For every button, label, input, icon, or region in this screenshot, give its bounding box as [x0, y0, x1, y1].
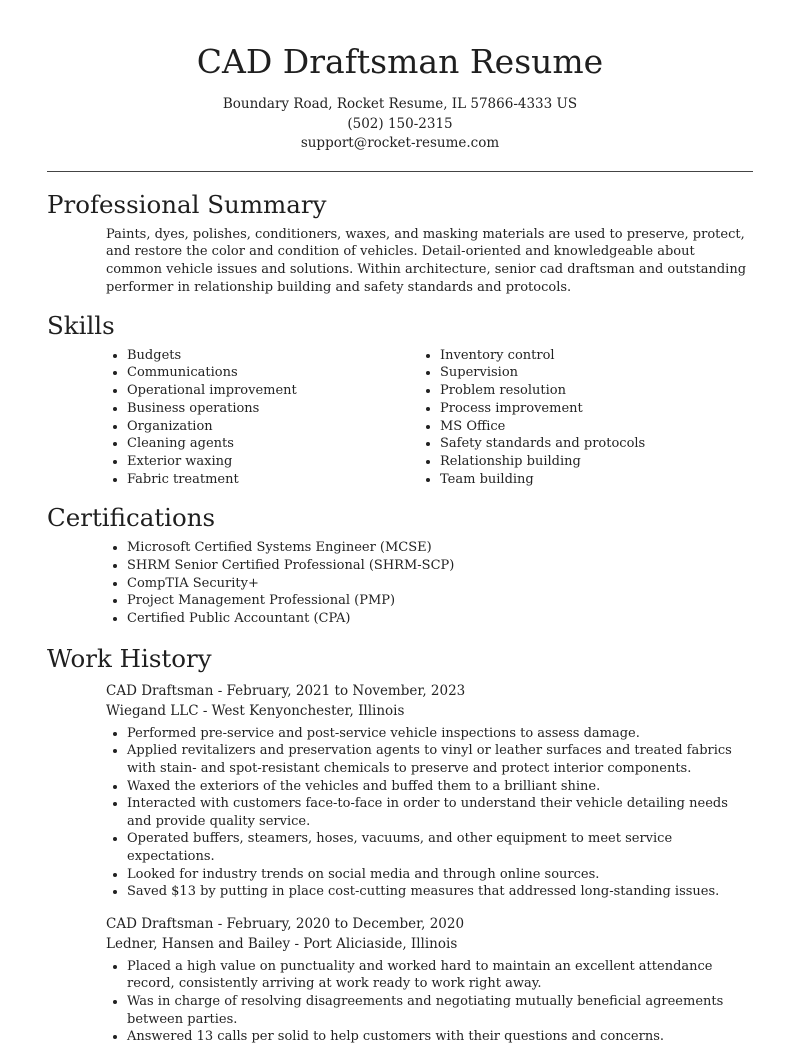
- skill-item: • Operational improvement: [127, 382, 440, 400]
- job-duty-item: • Performed pre-service and post-service vehicle inspections to assess damage.: [127, 725, 753, 743]
- job-duty-item: • Looked for industry trends on social media and through online sources.: [127, 866, 753, 884]
- skill-item: • Communications: [127, 364, 440, 382]
- skill-item: • Team building: [440, 471, 753, 489]
- certifications-section: [47, 503, 753, 628]
- job-entry: [47, 681, 753, 901]
- skill-item: • Exterior waxing: [127, 453, 440, 471]
- certification-item: • Microsoft Certified Systems Engineer (MCSE): [127, 539, 753, 557]
- skills-heading: Skills: [47, 310, 115, 340]
- job-duty-item: • Answered 13 calls per solid to help customers with their questions and concerns.: [127, 1028, 753, 1046]
- skill-item: • Budgets: [127, 347, 440, 365]
- job-duty-item: • Was in charge of resolving disagreements and negotiating mutually beneficial agreements between parties.: [127, 993, 753, 1028]
- job-duty-item: • Applied revitalizers and preservation agents to vinyl or leather surfaces and treated fabrics with stain- and spot-resistant chemicals to preserve and protect interior components.: [127, 742, 753, 777]
- summary-text: Paints, dyes, polishes, conditioners, waxes, and masking materials are used to preserve, protect, and restore the color and condition of vehicles. Detail-oriented and knowledgeable about common vehicle issues and solutions. Within architecture, senior cad draftsman and outstanding performer in relationship building and safety standards and protocols.: [106, 226, 747, 295]
- job-duty-item: • Waxed the exteriors of the vehicles and buffed them to a brilliant shine.: [127, 778, 753, 796]
- job-role-dates: CAD Draftsman - February, 2020 to December, 2020: [106, 915, 465, 932]
- skills-section: [47, 311, 753, 489]
- contact-address: Boundary Road, Rocket Resume, IL 57866-4333 US: [222, 96, 578, 112]
- job-duty-item: • Operated buffers, steamers, hoses, vacuums, and other equipment to meet service expectations.: [127, 830, 753, 865]
- skill-item: • MS Office: [440, 418, 753, 436]
- job-duties-list: [47, 725, 753, 901]
- summary-heading: Professional Summary: [47, 189, 327, 219]
- job-duty-item: • Saved $13 by putting in place cost-cutting measures that addressed long-standing issues.: [127, 883, 753, 901]
- certification-item: • Certified Public Accountant (CPA): [127, 610, 753, 628]
- work-jobs: [47, 681, 753, 1046]
- certification-item: • SHRM Senior Certified Professional (SHRM-SCP): [127, 557, 753, 575]
- skill-item: • Organization: [127, 418, 440, 436]
- work-heading: Work History: [47, 643, 212, 673]
- summary-section: [47, 190, 753, 297]
- skills-columns: [47, 347, 753, 489]
- skill-item: • Relationship building: [440, 453, 753, 471]
- header-divider: [47, 171, 753, 172]
- contact-email[interactable]: support@rocket-resume.com: [300, 135, 500, 151]
- skill-item: • Cleaning agents: [127, 435, 440, 453]
- skills-right-list: [440, 347, 753, 489]
- skills-left-list: [47, 347, 440, 489]
- skill-item: • Safety standards and protocols: [440, 435, 753, 453]
- job-duties-list: [47, 958, 753, 1046]
- certifications-heading: Certifications: [47, 503, 216, 533]
- resume-header: [0, 0, 800, 154]
- skill-item: • Process improvement: [440, 400, 753, 418]
- job-company-location: Ledner, Hansen and Bailey - Port Aliciaside, Illinois: [106, 935, 458, 952]
- job-duty-item: • Interacted with customers face-to-face in order to understand their vehicle detailing needs and provide quality service.: [127, 795, 753, 830]
- skill-item: • Fabric treatment: [127, 471, 440, 489]
- skill-item: • Business operations: [127, 400, 440, 418]
- job-duty-item: • Placed a high value on punctuality and worked hard to maintain an excellent attendance record, consistently arriving at work ready to work right away.: [127, 958, 753, 993]
- certification-item: • Project Management Professional (PMP): [127, 592, 753, 610]
- certification-item: • CompTIA Security+: [127, 575, 753, 593]
- job-entry: [47, 914, 753, 1046]
- page-title: CAD Draftsman Resume: [196, 42, 604, 81]
- skill-item: • Problem resolution: [440, 382, 753, 400]
- skill-item: • Supervision: [440, 364, 753, 382]
- skill-item: • Inventory control: [440, 347, 753, 365]
- certifications-list: [47, 539, 753, 628]
- job-company-location: Wiegand LLC - West Kenyonchester, Illinois: [106, 702, 405, 719]
- contact-phone: (502) 150-2315: [347, 115, 453, 132]
- work-section: [47, 644, 753, 1046]
- job-role-dates: CAD Draftsman - February, 2021 to November, 2023: [106, 682, 466, 699]
